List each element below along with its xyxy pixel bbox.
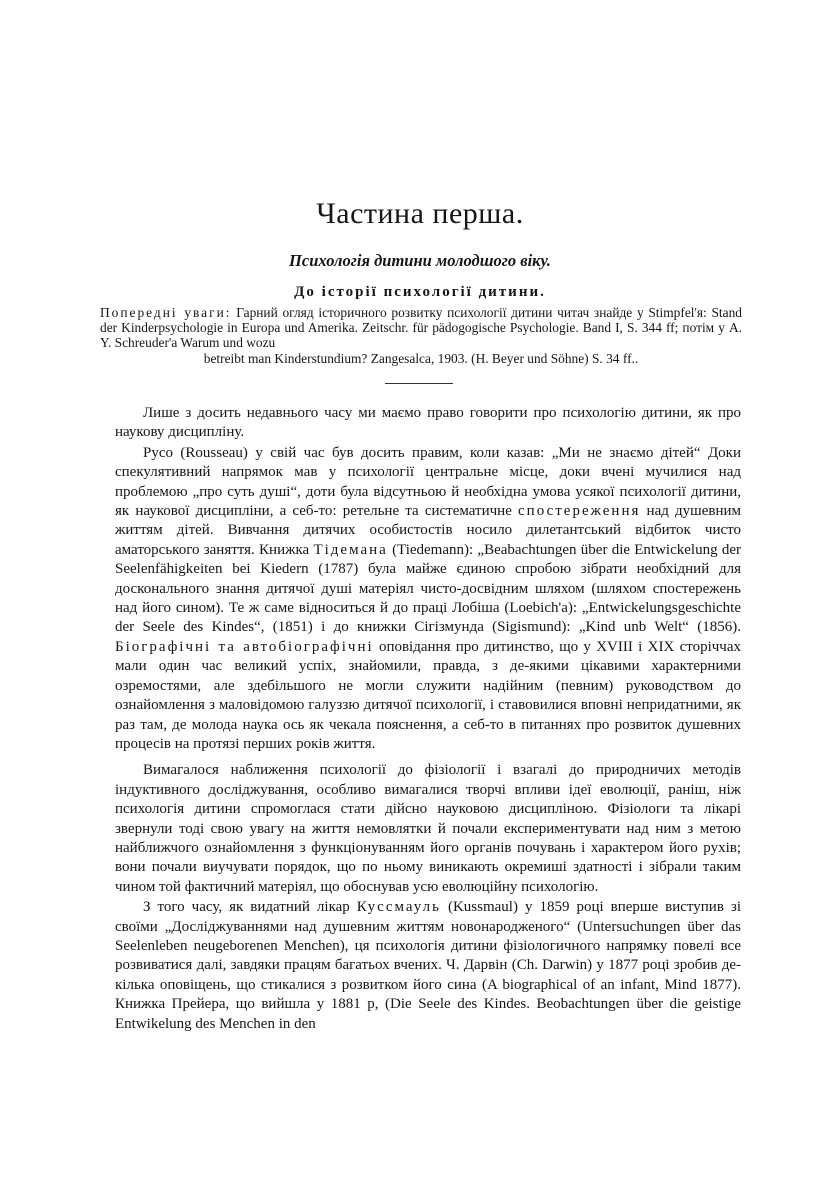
- preliminary-note: [100, 305, 742, 366]
- preliminary-note-lead: Попередні уваги:: [100, 305, 232, 320]
- paragraph-1: [115, 404, 741, 443]
- paragraph-2-text-b: над душевним життям дітей. Вивчання дитячих особистостів носило дилетантський відбиток чисто аматорського заняття. Книжка: [115, 503, 741, 558]
- preliminary-note-text: Гарний огляд історичного розвитку психології дитини читач знайде у Stimpfel'я: Stand der Kinderpsychologie in Europa und Amerika. Zeitschr. für pädogogische Psychologie. Band I, S. 344 ff; потім у A. Y. Schreuder'a Warum und wozu: [100, 305, 742, 351]
- preliminary-note-last-line: betreibt man Kinderstundium? Zangesalca, 1903. (H. Beyer und Söhne) S. 34 ff..: [203, 350, 639, 366]
- chapter-title: Психологія дитини молодшого віку.: [289, 251, 551, 270]
- paragraph-2-text-d: оповідання про дитинство, що у XVIII і XIX сторіччах мали один час великий успіх, знайомили, правда, з де-якими цікавими характерними озремостями, але здебільшого не могли служити надійним (певним) руководством до ознайомлення з маловідомою галуззю дитячої психології, і ставовилися вповні непридатними, як раз там, де молода наука ось як чекала пояснення, а себ-то в питаннях про розвиток душевних процесів на протязі перших років життя.: [115, 638, 741, 752]
- paragraph-3-text: Вимагалося наближення психології до фізіології і взагалі до природничих методів індуктивного досліджування, особливо вимагалися творчі впливи ідеї еволюції, раніш, ніж психологія дитини спромоглася стати дійсно науковою дисципліною. Фізіологи та лікарі звернули тоді свою увагу на життя немовлятки й почали експериментувати над ним з метою найближчого ознайомлення з функціонуванням його органів почувань і характером його рухів; вони почали виучувати порядок, що по ньому виникають окремиші здатності і зібрали таким чином той фактичний матеріял, що обоснував усю еволюційну психологію.: [115, 762, 741, 895]
- paragraph-2-emphasis-a: спостереження: [518, 503, 641, 520]
- paragraph-2-emphasis-b: Тідемана: [313, 541, 388, 558]
- paragraph-3: [115, 761, 741, 897]
- paragraph-2-text-c: (Tiedemann): „Beabachtungen über die Entwickelung der Seelenfähigkeiten bei Kiedern (1787) була майже єдиною спробою зібрати необхідний для досконального знання дитячої душі матеріял чисто-досвідним шляхом (шляхом спостережень над його сином). Те ж саме відноситься й до праці Лобіша (Loebich'a): „Entwickelungsgeschichte der Seele des Kindes“, (1851) і до книжки Сігізмунда (Sigismund): „Kind unb Welt“ (1856).: [115, 541, 741, 636]
- paragraph-2-text-a: Русо (Rousseau) у свій час був досить правим, коли казав: „Ми не знаємо дітей“ Доки спекулятивний напрямок мав у психології центральне місце, доки вчені мучилися над проблемою „про суть душі“, доти була відсутньою й необхідна умова усякої психології дитини, як наукової дисципліни, а себ-то: ретельне та систематичне: [115, 444, 741, 520]
- section-title: До історії психології дитини.: [294, 284, 546, 300]
- paragraph-2-emphasis-c: Біографічні та автобіографічні: [115, 638, 374, 655]
- paragraph-4-text-b: (Kussmaul) у 1859 році вперше виступив зі своїми „Досліджуваннями над душевним життям новонародженого“ (Untersuchungen über das Seelenleben neugeborenen Menchen), ця психологія дитини фізіологичного напрямку повелі все розвиватися далі, завдяки працям багатьох вчених. Ч. Дарвін (Ch. Darwin) у 1877 році зробив де-кілька оповіщень, що стикалися з розвитком його сина (A biographical of an infant, Mind 1877). Книжка Прейера, що вийшла у 1881 р, (Die Seele des Kindes. Beobachtungen über die geistige Entwikelung des Menchen in den: [115, 899, 741, 1032]
- paragraph-1-text: Лише з досить недавнього часу ми маємо право говорити про психологію дитини, як про наукову дисципліну.: [115, 405, 741, 441]
- body-text: [115, 404, 741, 1034]
- paragraph-4-text-a: З того часу, як видатний лікар: [143, 899, 357, 916]
- section-divider: [385, 383, 453, 384]
- paragraph-4-emphasis-a: Куссмауль: [356, 899, 441, 916]
- paragraph-4: [115, 898, 741, 1034]
- paragraph-2: [115, 444, 741, 755]
- part-title: Частина перша.: [316, 197, 524, 230]
